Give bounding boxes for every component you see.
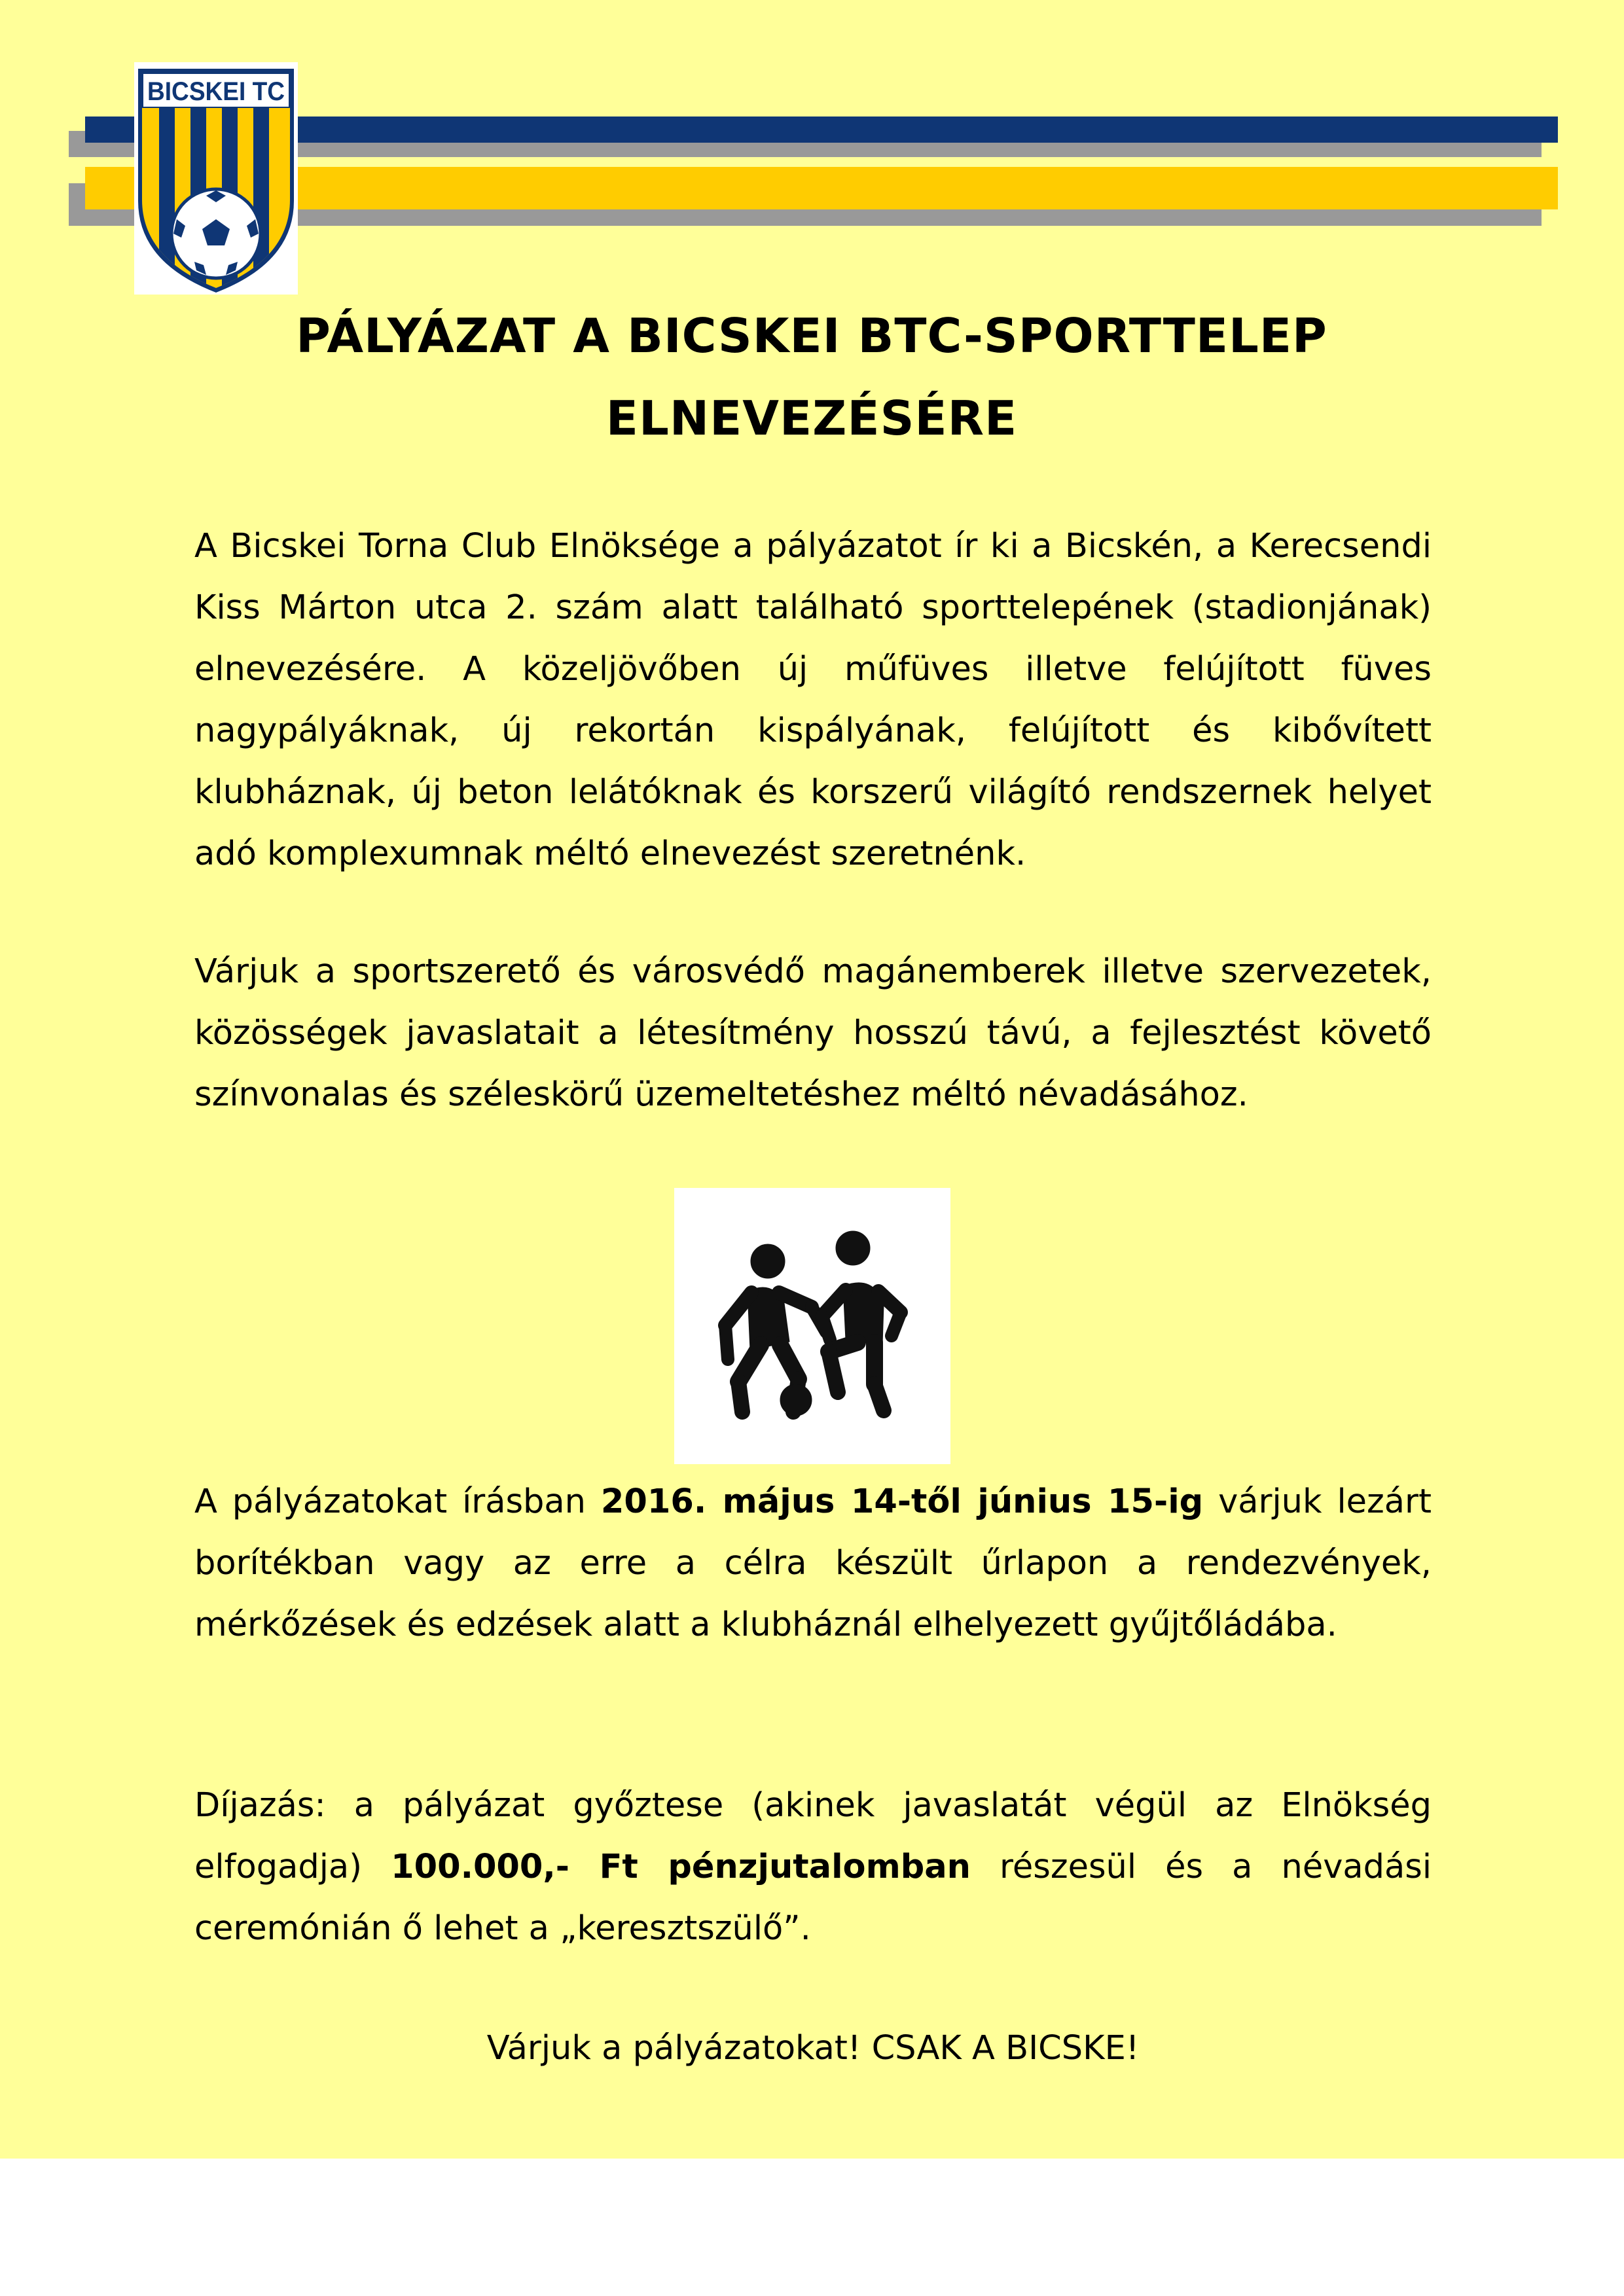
paragraph-intro: A Bicskei Torna Club Elnöksége a pályázatot ír ki a Bicskén, a Kerecsendi Kiss Márton utca 2. szám alatt található sporttelepének (stadionjának) elnevezésére. A közeljövőben új műfüves illetve felújított füves nagypályáknak, új rekortán kispályának, felújított és kibővített klubháznak, új beton lelátóknak és korszerű világító rendszernek helyet adó komplexumnak méltó elnevezést szeretnénk. [194,527,1432,873]
prize-amount: 100.000,- Ft pénzjutalomban [391,1848,971,1886]
soccer-players-icon [674,1188,950,1464]
soccer-ball-icon [171,189,261,278]
page-title [131,295,1492,459]
deadline-dates: 2016. május 14-től június 15-ig [600,1482,1204,1521]
club-logo [134,62,298,295]
deadline-text-before: A pályázatokat írásban [194,1482,601,1521]
deadline-text-after: várjuk lezárt borítékban vagy az erre a célra készült űrlapon a rendezvények, mérkőzések és edzések alatt a klubháznál elhelyezett gyűjtőládába. [194,1482,1432,1644]
title-line-2: ELNEVEZÉSÉRE [605,391,1018,446]
logo-text: BICSKEI TC [147,77,285,106]
closing-line: Várjuk a pályázatokat! CSAK A BICSKE! [486,2029,1140,2068]
paragraph-invitation: Várjuk a sportszerető és városvédő magánemberek illetve szervezetek, közösségek javaslatait a létesítmény hosszú távú, a fejlesztést követő színvonalas és széleskörű üzemeltetéshez méltó névadásához. [194,952,1432,1114]
paragraph-deadline [194,1471,1432,1656]
header-stripe-blue [85,117,1558,143]
header-stripe-yellow [85,167,1558,209]
paragraph-prize [194,1775,1432,1960]
prize-text-before: Díjazás: a pályázat győztese (akinek javaslatát végül az Elnökség elfogadja) [194,1786,1432,1886]
title-line-1: PÁLYÁZAT A BICSKEI BTC-SPORTTELEP [296,308,1327,363]
prize-text-after: részesül és a névadási ceremónián ő lehet a „keresztszülő”. [194,1848,1432,1948]
